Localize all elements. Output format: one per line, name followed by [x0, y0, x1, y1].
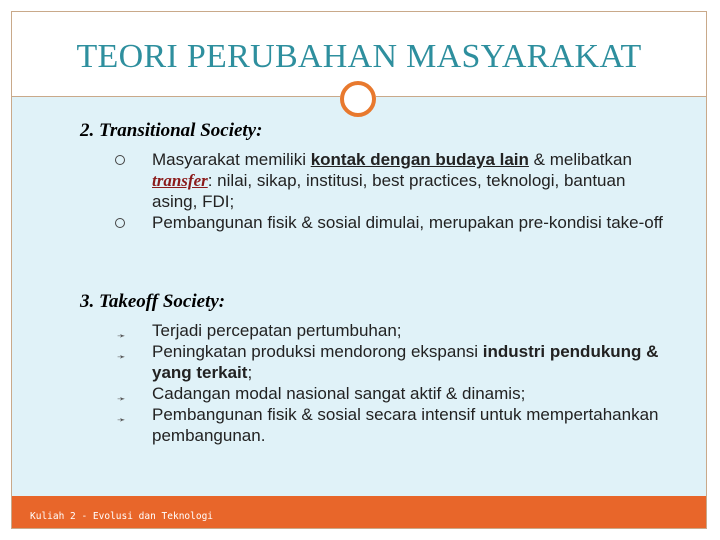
arrow-bullet-icon: ➛ [117, 352, 126, 363]
list-item [117, 404, 672, 446]
arrow-bullet-icon: ➛ [117, 394, 126, 405]
section2-list [152, 149, 672, 233]
arrow-bullet-icon: ➛ [117, 415, 126, 426]
item-transfer-term: transfer [152, 171, 208, 190]
divider-left [12, 96, 340, 97]
item-text: ; [247, 363, 253, 382]
item-text: : nilai, sikap, institusi, best practices, teknologi, bantuan asing, FDI; [152, 171, 626, 211]
list-item [117, 341, 672, 383]
item-emphasis: kontak dengan budaya lain [310, 150, 529, 169]
slide-title: TEORI PERUBAHAN MASYARAKAT [76, 38, 642, 75]
list-item [152, 149, 672, 212]
list-item [152, 212, 672, 233]
item-text: Terjadi percepatan pertumbuhan; [152, 321, 402, 340]
item-bold: industri pendukung & yang terkait [152, 342, 659, 382]
item-text: Masyarakat memiliki [152, 150, 311, 169]
section3-heading: 3. Takeoff Society: [80, 291, 226, 312]
footer-text: Kuliah 2 - Evolusi dan Teknologi [30, 511, 214, 522]
item-text: Pembangunan fisik & sosial dimulai, merupakan pre-kondisi take-off [152, 213, 663, 232]
circle-bullet-icon [115, 155, 125, 165]
item-text: Peningkatan produksi mendorong ekspansi [152, 342, 483, 361]
item-text: Pembangunan fisik & sosial secara intensif untuk mempertahankan pembangunan. [152, 405, 659, 445]
item-text: Cadangan modal nasional sangat aktif & dinamis; [152, 384, 526, 403]
section2-heading: 2. Transitional Society: [80, 120, 263, 141]
arrow-bullet-icon: ➛ [117, 331, 126, 342]
section3-list [117, 320, 672, 446]
list-item [117, 383, 672, 405]
circle-ornament [340, 81, 376, 117]
divider-right [376, 96, 706, 97]
footer-bar [12, 496, 706, 528]
circle-bullet-icon [115, 218, 125, 228]
list-item [117, 320, 672, 342]
item-text: & melibatkan [528, 150, 632, 169]
